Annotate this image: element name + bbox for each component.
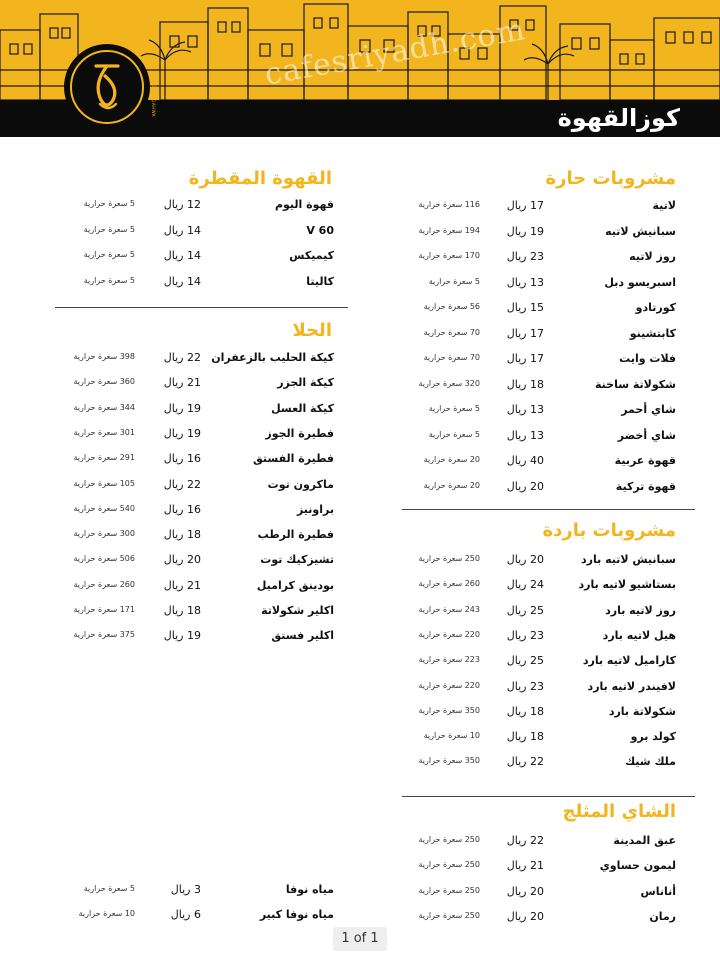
section-title: مشروبات حارة [545,168,676,189]
menu-item-name: قهوة اليوم [274,198,334,211]
menu-item-price: 17 ريال [506,326,544,340]
menu-item-calories: 5 سعرة حرارية [83,250,135,259]
menu-item-name: شكولاتة بارد [608,704,676,718]
menu-item-name: سبانيش لاتيه [605,224,676,238]
menu-item-price: 17 ريال [506,199,544,212]
menu-item-calories: 360 سعرة حرارية [73,377,135,387]
menu-item-name: شاي أخضر [617,428,676,442]
menu-item-calories: 260 سعرة حرارية [73,579,135,589]
menu-item-row [0,859,720,881]
menu-item-row [0,834,720,856]
brand-title: كوزالقهوة [557,104,680,132]
menu-item-name: رمان [649,909,676,923]
menu-item-name: اكلير فستق [271,629,334,643]
menu-item-row [0,553,720,575]
menu-item-price: 22 ريال [163,477,201,491]
menu-item-calories: 5 سعرة حرارية [428,276,480,286]
menu-item-row [0,275,720,297]
menu-item-name: كيكة الحليب بالزعفران [211,351,334,364]
menu-item-row [0,705,720,727]
menu-item-calories: 250 سعرة حرارية [418,910,480,920]
menu-item-row [0,376,720,398]
menu-item-name: روز لاتيه بارد [605,603,676,617]
menu-item-calories: 5 سعرة حرارية [83,224,135,234]
menu-item-price: 14 ريال [163,274,201,288]
menu-item-calories: 194 سعرة حرارية [418,225,480,235]
logo-icon [62,42,152,132]
menu-item-row [0,629,720,651]
menu-item-calories: 20 سعرة حرارية [423,480,480,490]
menu-item-price: 22 ريال [506,834,544,847]
watermark: cafesriyadh.com [262,12,529,93]
menu-item-calories: 10 سعرة حرارية [78,909,135,919]
menu-item-calories: 56 سعرة حرارية [423,302,480,311]
menu-item-row [0,351,720,373]
menu-item-calories: 344 سعرة حرارية [73,402,135,412]
menu-item-calories: 220 سعرة حرارية [418,629,480,639]
menu-item-price: 21 ريال [163,578,201,592]
menu-item-price: 20 ريال [506,479,544,493]
menu-item-row [0,301,720,323]
menu-item-calories: 398 سعرة حرارية [73,352,135,361]
menu-item-calories: 5 سعرة حرارية [83,275,135,285]
menu-item-price: 22 ريال [163,351,201,364]
menu-item-name: شكولاتة ساخنة [595,377,676,391]
menu-item-price: 25 ريال [506,654,544,668]
menu-item-row [0,528,720,550]
logo-text: KOOZ ALQAHWA [151,78,156,118]
menu-item-price: 15 ريال [506,301,544,314]
menu-item-price: 21 ريال [506,859,544,873]
menu-item-calories: 243 سعرة حرارية [418,604,480,614]
menu-item-price: 16 ريال [163,452,201,466]
menu-item-name: سبانيش لاتيه بارد [581,553,676,566]
menu-item-price: 19 ريال [506,224,544,238]
menu-item-row [0,249,720,271]
section-title: القهوة المقطرة [188,168,332,189]
menu-item-row [0,604,720,626]
menu-item-name: كورتادو [635,301,676,314]
menu-item-name: هيل لاتيه بارد [602,628,676,642]
menu-item-calories: 260 سعرة حرارية [418,579,480,589]
menu-item-price: 18 ريال [163,528,201,542]
menu-item-row [0,680,720,702]
menu-item-calories: 170 سعرة حرارية [418,251,480,260]
menu-item-calories: 250 سعرة حرارية [418,554,480,563]
menu-item-price: 3 ريال [170,883,201,896]
section-title: مشروبات باردة [542,520,676,541]
menu-item-calories: 301 سعرة حرارية [73,427,135,437]
menu-item-name: بودينق كراميل [256,578,334,592]
menu-item-name: فلات وايت [619,352,676,365]
menu-item-calories: 375 سعرة حرارية [73,630,135,640]
menu-item-price: 16 ريال [163,502,201,516]
section-title: الشاي المثلج [562,801,676,822]
menu-item-name: مياه نوفا [285,883,334,896]
menu-item-name: كيكة العسل [271,401,334,415]
menu-item-name: فطيرة الجوز [265,426,334,440]
menu-item-calories: 540 سعرة حرارية [73,503,135,513]
menu-item-name: V 60 [306,223,334,237]
menu-item-name: كولد برو [630,730,676,744]
menu-item-calories: 116 سعرة حرارية [418,200,480,209]
menu-item-calories: 250 سعرة حرارية [418,885,480,895]
menu-item-price: 23 ريال [506,679,544,693]
menu-item-price: 12 ريال [163,198,201,211]
menu-item-calories: 300 سعرة حرارية [73,529,135,539]
menu-item-name: اسبريسو دبل [604,275,676,289]
menu-item-calories: 105 سعرة حرارية [73,478,135,488]
menu-item-row [0,503,720,525]
menu-item-name: فطيرة الرطب [257,528,334,542]
menu-item-name: كيميكس [289,249,334,262]
menu-item-price: 40 ريال [506,454,544,467]
menu-item-calories: 250 سعرة حرارية [418,835,480,844]
menu-item-price: 6 ريال [170,908,201,922]
menu-item-name: ملك شيك [625,755,676,769]
menu-item-row [0,224,720,246]
menu-item-calories: 350 سعرة حرارية [418,756,480,766]
menu-item-price: 14 ريال [163,249,201,262]
menu-item-calories: 223 سعرة حرارية [418,655,480,665]
menu-item-price: 23 ريال [506,628,544,642]
menu-item-name: عبق المدينة [613,834,676,847]
menu-item-price: 20 ريال [506,553,544,566]
menu-item-row [0,402,720,424]
menu-item-name: كيكة الجزر [277,376,334,390]
menu-item-name: فطيرة الفستق [253,452,334,466]
menu-item-row [0,755,720,777]
menu-item-calories: 171 سعرة حرارية [73,605,135,614]
menu-item-calories: 5 سعرة حرارية [428,404,480,413]
menu-item-name: لاتية [652,199,676,212]
menu-item-price: 19 ريال [163,629,201,643]
page-indicator: 1 of 1 [333,927,387,951]
divider-right-2 [402,796,695,797]
section-title: الحلا [292,320,332,341]
menu-item-calories: 5 سعرة حرارية [83,884,135,893]
menu-item-name: ليمون حساوي [599,859,676,873]
menu-item-calories: 70 سعرة حرارية [423,327,480,337]
menu-item-name: بستاشيو لاتيه بارد [578,578,676,592]
menu-item-name: مياه نوفا كبير [259,908,334,922]
menu-item-calories: 5 سعرة حرارية [428,429,480,439]
menu-item-name: كاراميل لاتيه بارد [582,654,676,668]
menu-item-calories: 20 سعرة حرارية [423,455,480,464]
menu-item-row [0,579,720,601]
menu-item-row [0,452,720,474]
menu-item-price: 19 ريال [163,401,201,415]
menu-item-price: 22 ريال [506,755,544,769]
menu-item-name: اكلير شكولاتة [261,604,334,617]
menu-item-name: شاي أحمر [621,403,676,416]
menu-item-row [0,654,720,676]
menu-item-name: كابتشينو [629,326,676,340]
menu-item-price: 18 ريال [506,704,544,718]
menu-item-calories: 506 سعرة حرارية [73,554,135,564]
menu-item-calories: 291 سعرة حرارية [73,453,135,463]
menu-item-price: 13 ريال [506,275,544,289]
menu-item-calories: 220 سعرة حرارية [418,680,480,690]
menu-item-row [0,883,720,905]
menu-item-price: 18 ريال [163,604,201,617]
menu-item-price: 13 ريال [506,403,544,416]
menu-item-price: 18 ريال [506,730,544,744]
menu-item-price: 19 ريال [163,426,201,440]
menu-item-name: قهوة عربية [614,454,676,467]
menu-item-name: لافيندر لاتيه بارد [587,679,676,693]
menu-item-price: 17 ريال [506,352,544,365]
menu-item-price: 20 ريال [163,553,201,567]
menu-item-price: 23 ريال [506,250,544,263]
menu-item-price: 20 ريال [506,884,544,898]
menu-item-price: 20 ريال [506,909,544,923]
menu-item-calories: 5 سعرة حرارية [83,199,135,208]
menu-item-name: ماكرون توت [267,477,334,491]
menu-item-price: 14 ريال [163,223,201,237]
menu-item-name: براونيز [296,502,334,516]
menu-item-name: تشيزكيك توت [260,553,334,567]
menu-item-row [0,478,720,500]
menu-item-row [0,730,720,752]
menu-item-name: روز لاتيه [629,250,676,263]
menu-item-calories: 320 سعرة حرارية [418,378,480,388]
menu-item-row [0,198,720,220]
menu-item-calories: 10 سعرة حرارية [423,731,480,741]
menu-item-price: 24 ريال [506,578,544,592]
menu-item-name: كاليتا [306,274,334,288]
menu-item-name: قهوة تركية [615,479,676,493]
menu-item-row [0,327,720,349]
menu-item-calories: 250 سعرة حرارية [418,860,480,870]
menu-item-calories: 350 سعرة حرارية [418,705,480,715]
menu-item-price: 21 ريال [163,376,201,390]
menu-item-price: 13 ريال [506,428,544,442]
menu-item-price: 25 ريال [506,603,544,617]
menu-item-calories: 70 سعرة حرارية [423,353,480,362]
menu-item-price: 18 ريال [506,377,544,391]
menu-item-row [0,427,720,449]
menu-item-name: أناناس [640,884,676,898]
